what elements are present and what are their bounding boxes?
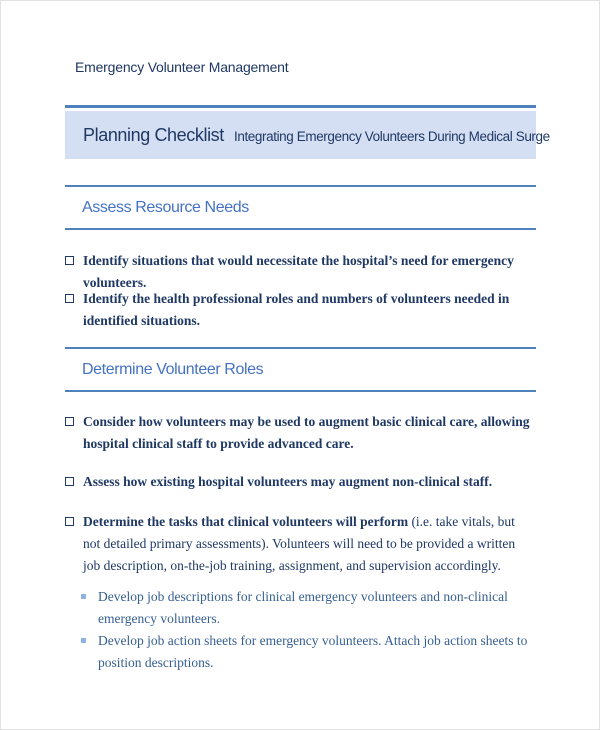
checklist-item bbox=[65, 471, 535, 493]
checkbox-icon[interactable] bbox=[65, 256, 74, 265]
sub-item-text: Develop job descriptions for clinical emergency volunteers and non-clinical emergency volunteers. bbox=[98, 589, 508, 626]
title-banner bbox=[65, 111, 550, 159]
checklist-item bbox=[65, 511, 535, 577]
checklist-item bbox=[65, 411, 535, 455]
banner-title: Planning Checklist bbox=[83, 125, 224, 145]
item-text-bold: Determine the tasks that clinical volunteers will perform bbox=[83, 514, 409, 529]
banner-subtitle: Integrating Emergency Volunteers During Medical Surge bbox=[234, 129, 550, 144]
checklist-item bbox=[65, 288, 535, 332]
section-divider bbox=[65, 347, 536, 349]
item-text-normal: (i.e. take vitals, but not detailed primary assessments). Volunteers will need to be provided a written job description, on-the-job training, assignment, and supervision accordingly. bbox=[83, 514, 516, 573]
section-title-assess-resource-needs: Assess Resource Needs bbox=[82, 199, 249, 216]
checkbox-icon[interactable] bbox=[65, 417, 74, 426]
item-text-bold: Assess how existing hospital volunteers may augment non-clinical staff. bbox=[83, 474, 493, 489]
document-header: Emergency Volunteer Management bbox=[75, 59, 289, 75]
item-text-bold: Identify situations that would necessitate the hospital’s need for emergency volunteers. bbox=[83, 253, 514, 290]
sub-bullet-item bbox=[81, 586, 533, 630]
item-text-bold: Consider how volunteers may be used to augment basic clinical care, allowing hospital clinical staff to provide advanced care. bbox=[83, 414, 530, 451]
section-title-determine-volunteer-roles: Determine Volunteer Roles bbox=[82, 361, 264, 378]
checkbox-icon[interactable] bbox=[65, 517, 74, 526]
sub-bullet-item bbox=[81, 630, 533, 674]
checkbox-icon[interactable] bbox=[65, 294, 74, 303]
section-divider bbox=[65, 228, 536, 230]
checkbox-icon[interactable] bbox=[65, 477, 74, 486]
sub-item-text: Develop job action sheets for emergency volunteers. Attach job action sheets to position descriptions. bbox=[98, 633, 528, 670]
section-divider bbox=[65, 390, 536, 392]
item-text-bold: Identify the health professional roles and numbers of volunteers needed in identified situations. bbox=[83, 291, 510, 328]
section-divider bbox=[65, 185, 536, 187]
square-bullet-icon bbox=[81, 594, 86, 599]
header-divider bbox=[65, 105, 536, 108]
square-bullet-icon bbox=[81, 638, 86, 643]
